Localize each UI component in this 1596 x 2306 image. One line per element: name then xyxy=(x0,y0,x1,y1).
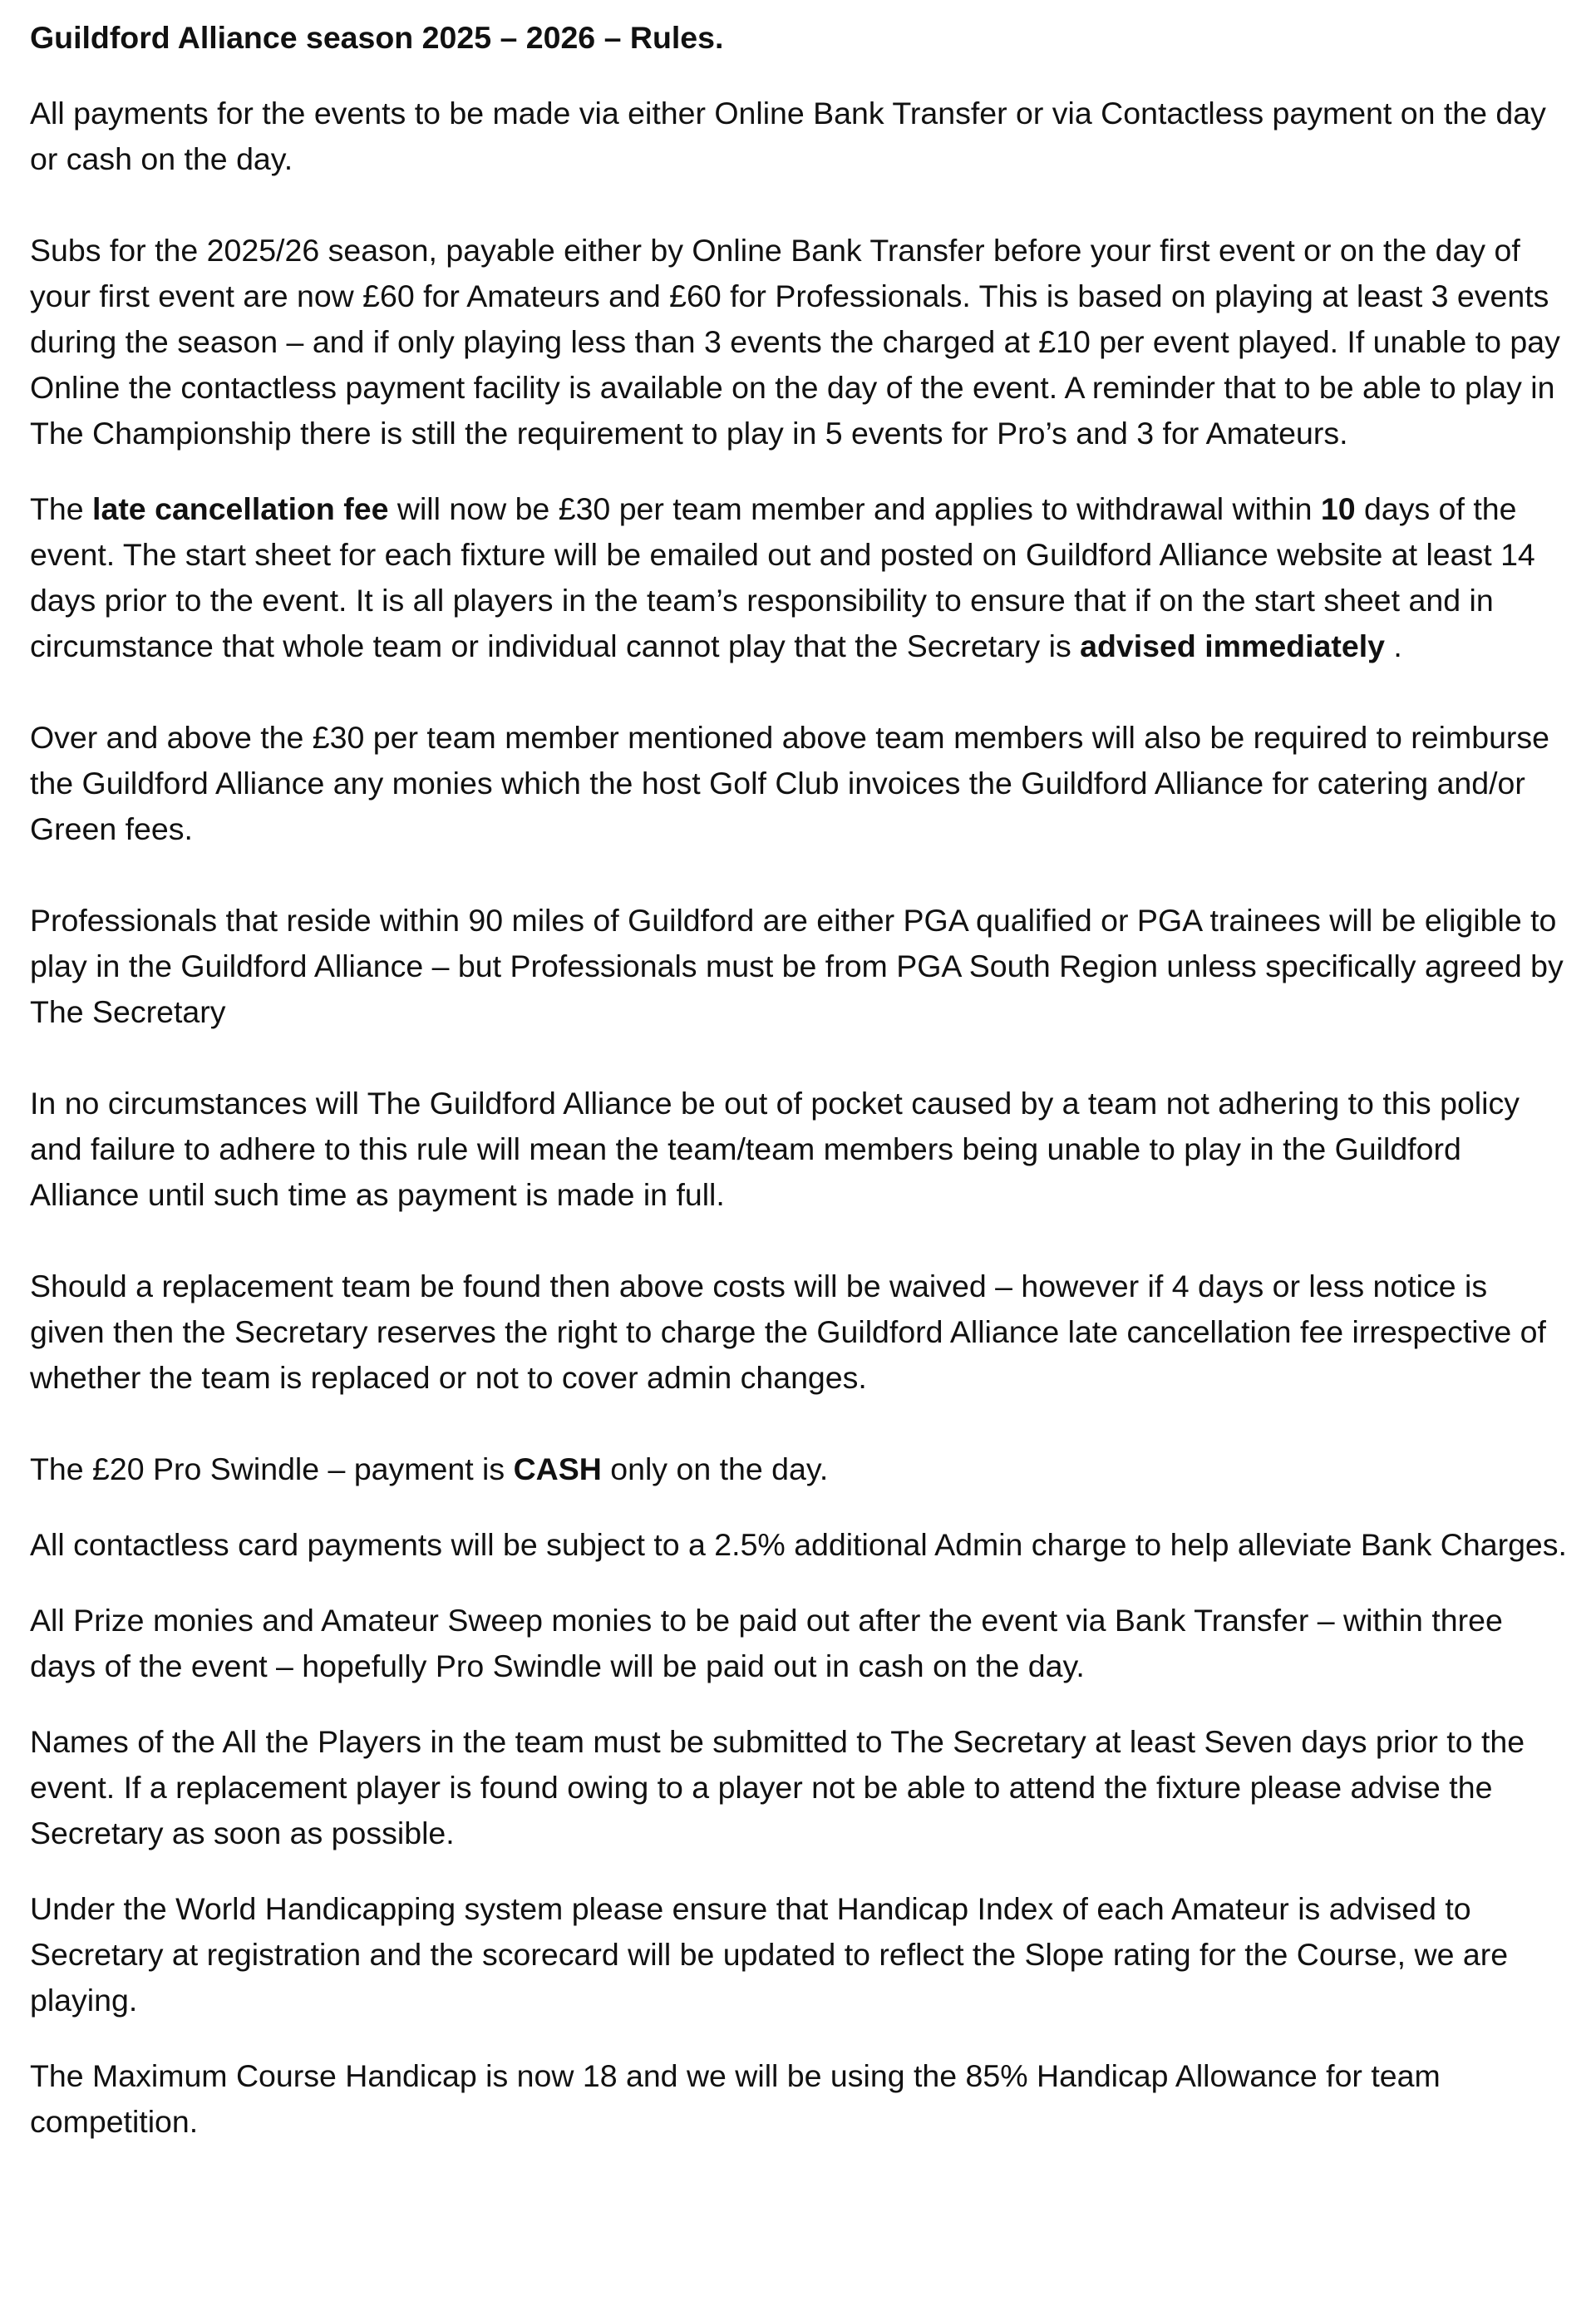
replacement-team-paragraph: Should a replacement team be found then above costs will be waived – however if 4 days or less notice is given then the Secretary reserves the right to charge the Guildford Alliance late cancellation fee irrespective of whether the team is replaced or not to cover admin changes. xyxy=(30,1269,1546,1395)
professionals-paragraph: Professionals that reside within 90 miles of Guildford are either PGA qualified or PGA trainees will be eligible to play in the Guildford Alliance – but Professionals must be from PGA South Region unless specifically agreed by The Secretary xyxy=(30,903,1564,1029)
pro-swindle-text-2: only on the day. xyxy=(601,1451,829,1486)
contactless-charge-paragraph: All contactless card payments will be subject to a 2.5% additional Admin charge to help alleviate Bank Charges. xyxy=(30,1527,1567,1562)
late-cancellation-fee-bold: late cancellation fee xyxy=(92,491,389,526)
pro-swindle-text-1: The £20 Pro Swindle – payment is xyxy=(30,1451,514,1486)
late-cancellation-text-1: The xyxy=(30,491,93,526)
rules-document xyxy=(30,15,1568,2145)
late-cancellation-text-4: . xyxy=(1384,628,1402,663)
document-title: Guildford Alliance season 2025 – 2026 – Rules. xyxy=(30,20,724,55)
reimburse-paragraph: Over and above the £30 per team member mentioned above team members will also be required to reimburse the Guildford Alliance any monies which the host Golf Club invoices the Guildford Alliance for catering and/or Green fees. xyxy=(30,720,1550,846)
advised-immediately-bold: advised immediately xyxy=(1080,628,1385,663)
pro-swindle-paragraph xyxy=(30,1446,1568,1492)
out-of-pocket-paragraph: In no circumstances will The Guildford Alliance be out of pocket caused by a team not adhering to this policy and failure to adhere to this rule will mean the team/team members being unable to play in the Guildford Alliance until such time as payment is made in full. xyxy=(30,1086,1520,1212)
late-cancellation-text-2: will now be £30 per team member and applies to withdrawal within xyxy=(388,491,1321,526)
late-cancellation-text-3: days of the event. The start sheet for each fixture will be emailed out and posted on Guildford Alliance website at least 14 days prior to the event. It is all players in the team’s responsibility to ensure that if on the start sheet and in circumstance that whole team or individual cannot play that the Secretary is xyxy=(30,491,1535,663)
cash-bold: CASH xyxy=(513,1451,602,1486)
late-cancellation-days-bold: 10 xyxy=(1320,491,1356,526)
payments-intro-paragraph: All payments for the events to be made via either Online Bank Transfer or via Contactless payment on the day or cash on the day. xyxy=(30,96,1546,176)
player-names-paragraph: Names of the All the Players in the team must be submitted to The Secretary at least Seven days prior to the event. If a replacement player is found owing to a player not be able to attend the fixture please advise the Secretary as soon as possible. xyxy=(30,1724,1525,1850)
late-cancellation-paragraph xyxy=(30,486,1568,669)
handicapping-paragraph: Under the World Handicapping system please ensure that Handicap Index of each Amateur is advised to Secretary at registration and the scorecard will be updated to reflect the Slope rating for the Course, we are playing. xyxy=(30,1891,1509,2018)
max-handicap-paragraph: The Maximum Course Handicap is now 18 and we will be using the 85% Handicap Allowance for team competition. xyxy=(30,2058,1441,2139)
prize-monies-paragraph: All Prize monies and Amateur Sweep monies to be paid out after the event via Bank Transfer – within three days of the event – hopefully Pro Swindle will be paid out in cash on the day. xyxy=(30,1603,1503,1683)
subs-paragraph: Subs for the 2025/26 season, payable either by Online Bank Transfer before your first event or on the day of your first event are now £60 for Amateurs and £60 for Professionals. This is based on playing at least 3 events during the season – and if only playing less than 3 events the charged at £10 per event played. If unable to pay Online the contactless payment facility is available on the day of the event. A reminder that to be able to play in The Championship there is still the requirement to play in 5 events for Pro’s and 3 for Amateurs. xyxy=(30,233,1560,451)
